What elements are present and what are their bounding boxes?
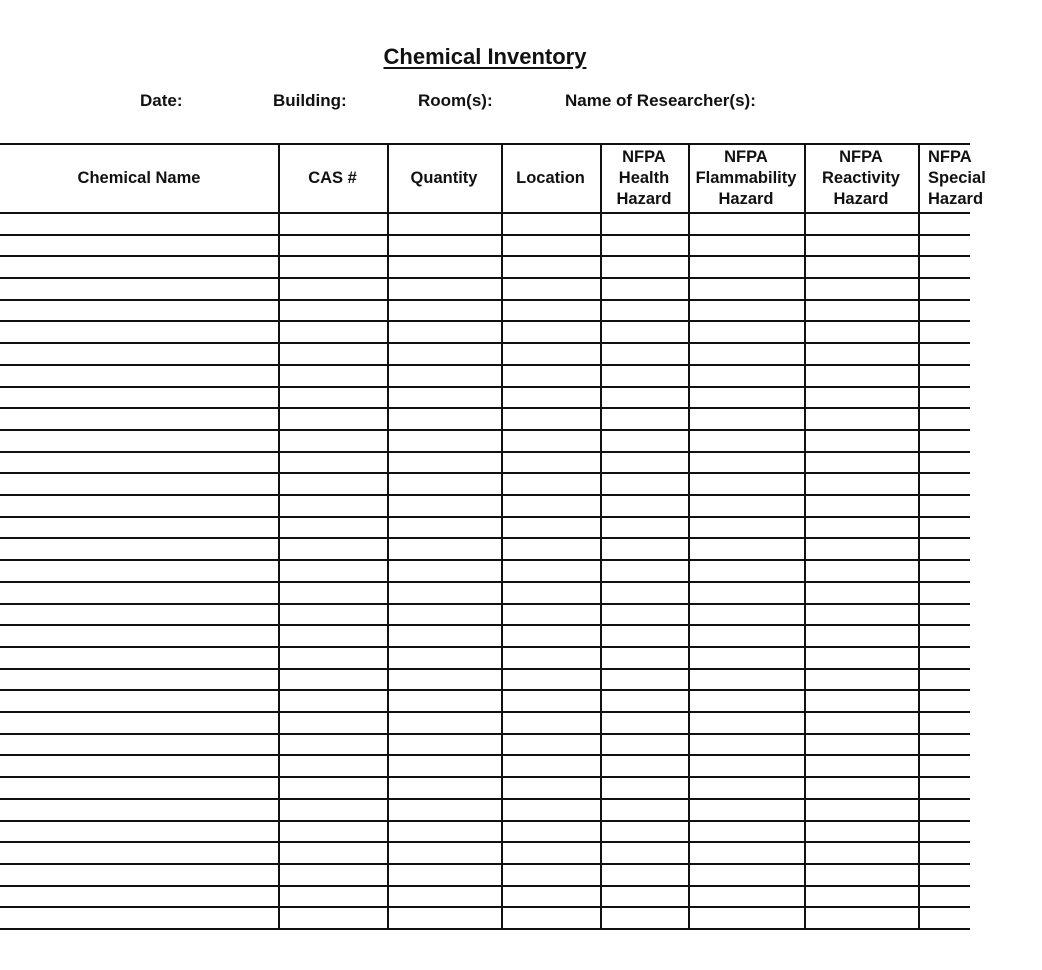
table-row: [0, 559, 970, 561]
page-title: Chemical Inventory: [383, 44, 587, 69]
table-row: [0, 841, 970, 843]
column-divider: [600, 143, 602, 929]
column-divider: [387, 143, 389, 929]
column-header-cas: CAS #: [308, 169, 357, 187]
table-row: [0, 624, 970, 626]
table-row: [0, 776, 970, 778]
column-divider: [278, 143, 280, 929]
column-header-nfpa-reactivity: NFPA Reactivity Hazard: [822, 148, 900, 208]
table-row: [0, 255, 970, 257]
table-row: [0, 299, 970, 301]
table-top-border: [0, 143, 970, 145]
table-row: [0, 820, 970, 822]
table-row: [0, 429, 970, 431]
column-divider: [918, 143, 920, 929]
table-row: [0, 234, 970, 236]
table-row: [0, 537, 970, 539]
rooms-label: Room(s):: [418, 91, 493, 110]
column-header-quantity: Quantity: [410, 169, 478, 187]
column-header-location: Location: [516, 169, 585, 187]
column-divider: [688, 143, 690, 929]
table-row: [0, 906, 970, 908]
table-row: [0, 689, 970, 691]
column-divider: [804, 143, 806, 929]
table-row: [0, 386, 970, 388]
date-label: Date:: [140, 91, 183, 110]
table-row: [0, 711, 970, 713]
header-bottom-border: [0, 212, 970, 214]
table-row: [0, 451, 970, 453]
table-row: [0, 928, 970, 930]
table-row: [0, 603, 970, 605]
table-row: [0, 863, 970, 865]
building-label: Building:: [273, 91, 347, 110]
table-row: [0, 885, 970, 887]
column-header-nfpa-health: NFPA Health Hazard: [616, 148, 672, 208]
table-row: [0, 516, 970, 518]
table-row: [0, 754, 970, 756]
table-row: [0, 581, 970, 583]
table-row: [0, 668, 970, 670]
researchers-label: Name of Researcher(s):: [565, 91, 756, 110]
table-row: [0, 798, 970, 800]
table-row: [0, 342, 970, 344]
table-row: [0, 277, 970, 279]
table-row: [0, 472, 970, 474]
column-header-chemical-name: Chemical Name: [77, 169, 201, 187]
table-row: [0, 494, 970, 496]
column-header-nfpa-special: NFPA Special Hazard: [928, 148, 986, 208]
table-row: [0, 320, 970, 322]
column-divider: [501, 143, 503, 929]
table-row: [0, 646, 970, 648]
table-row: [0, 407, 970, 409]
table-row: [0, 364, 970, 366]
column-header-nfpa-flammability: NFPA Flammability Hazard: [695, 148, 797, 208]
table-row: [0, 733, 970, 735]
